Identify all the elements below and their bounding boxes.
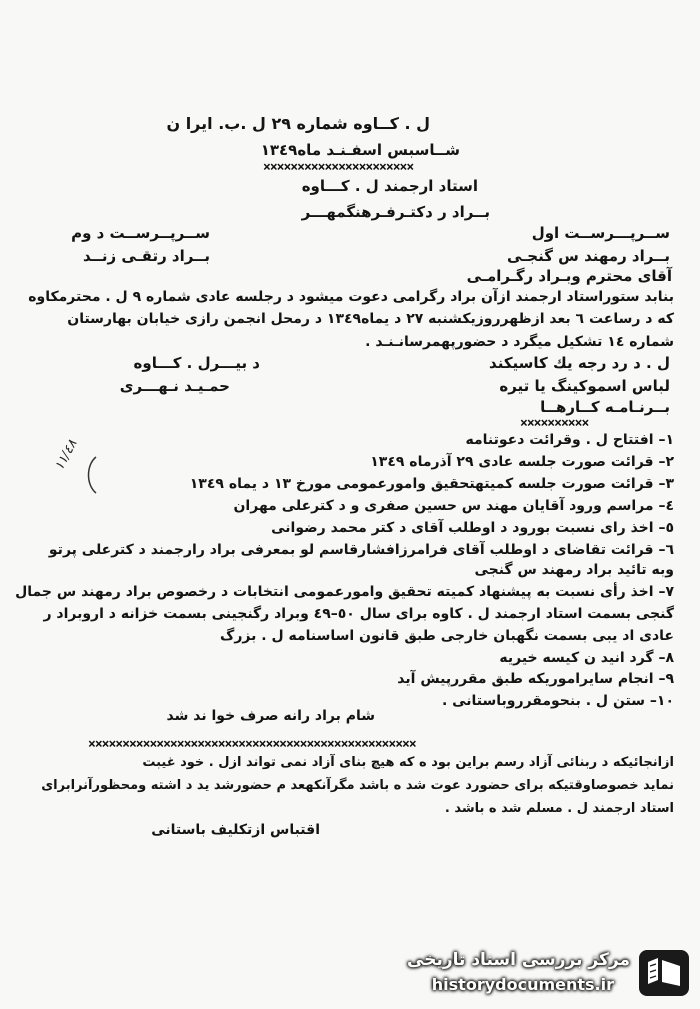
first-warden-title: ســرپـــرســت اول (531, 224, 670, 242)
program-item: ٤– مراسم ورود آقایان مهند س حسین صفری و د كترعلی مهران (233, 498, 674, 514)
footer-title: مرکز بررسی اسناد تاریخی (407, 950, 630, 970)
brother-line: بــراد ر دكتـرفـرهنگمهـــر (301, 203, 490, 221)
master-line: استاد ارجمند ل . كـــاوه (301, 177, 478, 195)
notice-line-2: نماید خصوصاوقتیكه برای حضورد عوت شد ه باشد مگرآنكهعد م حضورشد ید د اشته ومحظورآنرابرای (41, 778, 674, 793)
separator-program: ×××××××××× (520, 416, 589, 431)
salutation: آقای محترم وبـراد رگـرامـی (466, 267, 672, 285)
program-item: ۱– افتتاح ل . وقرائت دعوتنامه (465, 432, 674, 448)
archive-logo-icon (636, 946, 692, 1000)
second-warden-name: بــراد رتقـی زنــد (82, 247, 210, 265)
program-item: گنجی بسمت استاد ارجمند ل . كاوه برای سال ٥٠–٤۹ وبراد رگنجینی بسمت خزانه د اروبراد ر (43, 606, 674, 622)
dress-code: لباس اسموکینگ یا تیره (499, 377, 670, 395)
margin-bracket-icon (82, 455, 102, 495)
program-item: ٦– قرائت تقاضای د اوطلب آقای فرامرزافشارقاسم لو بمعرفی براد رارجمند د کترعلی پرتو (48, 542, 674, 558)
program-item: ۳– قرائت صورت جلسه كمیتهتحقیق وامورعمومی مورخ ۱۳ د یماه ۱۳٤۹ (189, 476, 674, 492)
dinner-note: شام براد رانه صرف خوا ند شد (166, 708, 375, 724)
program-item: ۹– انجام سایراموریكه طبق مقررپیش آید (397, 671, 674, 687)
program-item: ۸– گرد انید ن كیسه خیریه (499, 650, 674, 666)
date-line: شــاسبس اسفـنـد ماه۱۳٤۹ (260, 141, 460, 159)
notice-line-1: ازانجائیكه د ربنائی آزاد رسم براین بود ه كه هیچ بنای آزاد نمی تواند ازل . خود غیبت (142, 755, 674, 770)
program-item: ۷– اخذ رأی نسبت به پیشنهاد كمیته تحقیق وامورعمومی انتخابات د رخصوص براد رمهند س جمال (15, 584, 674, 600)
invitation-line-3: شماره ۱٤ تشکیل میگرد د حضورپهمرسانـنـد . (365, 334, 674, 350)
footer-url[interactable]: historydocuments.ir (431, 975, 614, 994)
program-item: ٥– اخذ رای نسبت بورود د اوطلب آقای د كتر محمد رضوانی (271, 520, 674, 536)
secretary-name: حمـیـد نـهـــری (119, 377, 230, 395)
secretary-title: د بیـــرل . کـــاوه (133, 354, 260, 372)
handwritten-margin-note: ۱۱/٤٨ (52, 437, 81, 474)
second-warden-title: ســرپــرســت د وم (71, 224, 210, 242)
program-item: عادی اد یبی بسمت نگهبان خارجی طبق قانون اساسنامه ل . بزرگ (220, 628, 674, 644)
notice-line-3: استاد ارجمند ل . مسلم شد ه باشد . (444, 801, 674, 816)
separator-notice: ×××××××××××××××××××××××××××××××××××××××××××××××× (88, 737, 416, 752)
degree-line: ل . د رد رجه یك كاسیکند (489, 354, 670, 372)
first-warden-name: بــراد رمهند س گنجـی (507, 247, 670, 265)
program-item: ۲– قرائت صورت جلسه عادی ۲۹ آذرماه ۱۳٤۹ (370, 454, 674, 470)
closing-note: اقتباس ازتكلیف باستانی (151, 822, 320, 838)
program-item: ۱۰– ستن ل . بنحومقرروباستانی . (441, 693, 674, 709)
invitation-line-1: بنابد ستوراستاد ارجمند ازآن براد رگرامی دعوت میشود د رجلسه عادی شماره ۹ ل . محترمکاوه (28, 289, 674, 305)
program-item: وبه تائید براد رمهند س گنجی (474, 562, 674, 578)
separator-top: ×××××××××××××××××××××× (263, 160, 414, 175)
lodge-name: ل . كــاوه شماره ۲۹ ل .ب. ايرا ن (166, 114, 430, 133)
invitation-line-2: كه د رساعت ٦ بعد ازظهرروزیكشنبه ۲۷ د یماه۱۳٤۹ د رمحل انجمن رازی خیابان بهارستان (67, 311, 674, 327)
program-title: بــرنـامـه كــارهــا (540, 398, 670, 416)
